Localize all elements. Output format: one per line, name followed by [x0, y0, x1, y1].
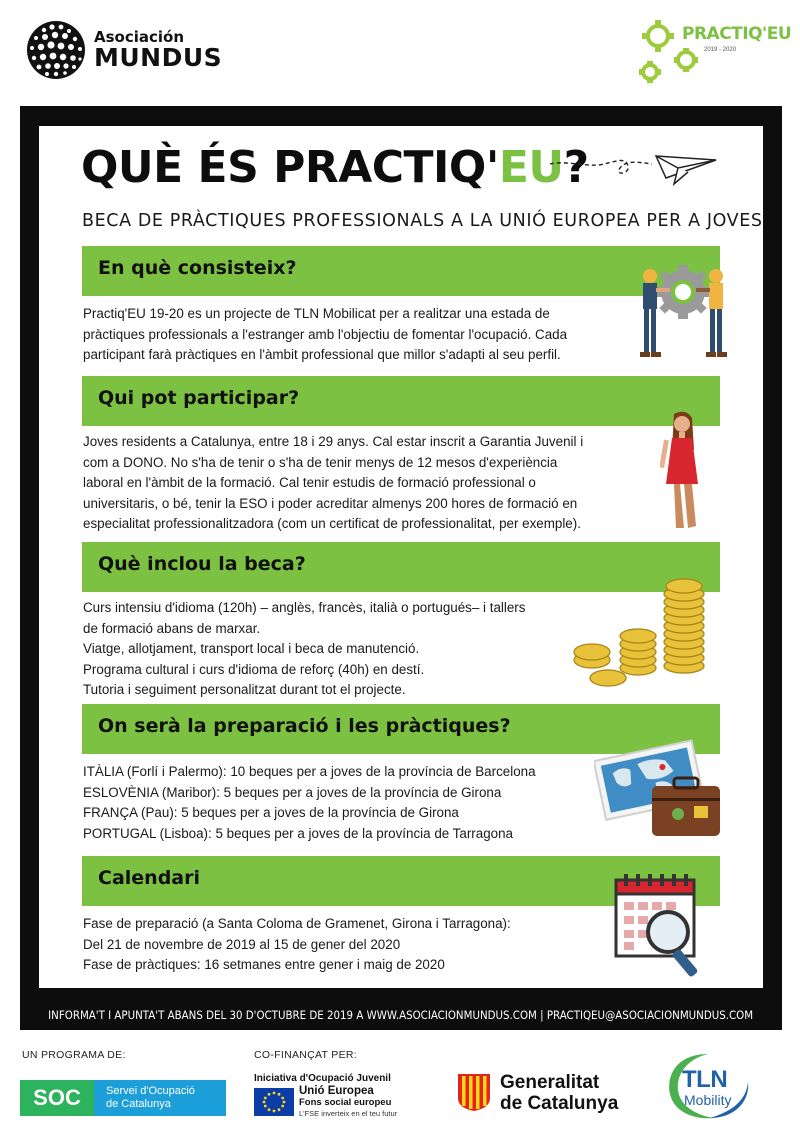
body-line: laboral en l'àmbit de la formació. Cal tenir estudis de formació professional o [83, 475, 536, 490]
section-body-calendari [83, 914, 511, 976]
soc-logo[interactable] [20, 1080, 226, 1116]
workers-with-gear-icon [628, 262, 738, 364]
section-heading: On serà la preparació i les pràctiques? [98, 715, 511, 737]
soc-name-line1: Servei d'Ocupació [106, 1085, 195, 1097]
body-line: ITÀLIA (Forlí i Palermo): 10 beques per a joves de la província de Barcelona [83, 764, 536, 779]
section-body-consisteix [83, 304, 567, 366]
soc-abbr: SOC [20, 1080, 94, 1116]
body-line: Practiq'EU 19-20 es un projecte de TLN Mobilicat per a realitzar una estada de [83, 306, 550, 321]
calendar-magnifier-icon [612, 872, 708, 982]
generalitat-logo[interactable] [456, 1070, 646, 1118]
program-by-label: UN PROGRAMA DE: [22, 1049, 126, 1061]
body-line: com a DONO. No s'ha de tenir o s'ha de tenir menys de 12 mesos d'experiència [83, 454, 558, 470]
body-line: PORTUGAL (Lisboa): 5 beques per a joves de la província de Tarragona [83, 825, 513, 841]
mundus-wordmark-small: Asociación [94, 28, 185, 46]
tln-mobility-logo[interactable] [664, 1050, 754, 1122]
body-line: Viatge, allotjament, transport local i beca de manutenció. [83, 641, 420, 656]
dotted-globe-icon [26, 20, 86, 80]
body-line: ESLOVÈNIA (Maribor): 5 beques per a joves de la província de Girona [83, 784, 502, 800]
body-line: Tutoria i seguiment personalitzat durant tot el projecte. [83, 682, 406, 697]
paper-plane-icon [548, 138, 718, 196]
body-line: Programa cultural i curs d'idioma de reforç (40h) en destí. [83, 661, 425, 677]
eu-text [299, 1086, 397, 1119]
body-line: Joves residents a Catalunya, entre 18 i 29 anys. Cal estar inscrit a Garantia Juvenil i [83, 434, 584, 449]
generalitat-line2: de Catalunya [500, 1093, 619, 1114]
poster-title-part1: QUÈ ÉS PRACTIQ' [81, 142, 499, 193]
body-line: Fase de preparació (a Santa Coloma de Gramenet, Girona i Tarragona): [83, 916, 511, 931]
top-header [0, 0, 800, 100]
body-line: Del 21 de novembre de 2019 al 15 de gener del 2020 [83, 936, 401, 952]
eu-initiative-label: Iniciativa d'Ocupació Juvenil [254, 1073, 391, 1084]
eu-union-label: Unió Europea [299, 1085, 374, 1097]
poster-subtitle: BECA DE PRÀCTIQUES PROFESSIONALS A LA UNIÓ EUROPEA PER A JOVES [82, 211, 763, 231]
tln-mobility-label: Mobility [684, 1092, 732, 1108]
section-header-participar [82, 376, 720, 426]
body-line: FRANÇA (Pau): 5 beques per a joves de la província de Girona [83, 805, 459, 820]
mundus-wordmark-big: MUNDUS [94, 43, 223, 72]
section-heading: Qui pot participar? [98, 387, 300, 409]
body-line: participant farà pràctiques en l'àmbit professional que millor s'adapti al seu perfil. [83, 347, 561, 362]
cofinanced-label: CO-FINANÇAT PER: [254, 1049, 358, 1061]
generalitat-line1: Generalitat [500, 1072, 600, 1093]
eu-flag-icon [254, 1088, 294, 1116]
poster-title [81, 142, 589, 193]
section-body-participar [83, 432, 583, 535]
poster-title-part2: ? [563, 142, 589, 193]
asociacion-mundus-logo[interactable] [26, 20, 222, 80]
generalitat-wordmark [500, 1072, 618, 1114]
section-heading: Què inclou la beca? [98, 553, 306, 575]
soc-name [94, 1080, 226, 1116]
body-line: Curs intensiu d'idioma (120h) – anglès, francès, italià o portugués– i tallers [83, 600, 526, 615]
body-line: de formació abans de marxar. [83, 620, 261, 636]
body-line: universitaris, o bé, tenir la ESO i poder acreditar almenys 200 hores de formació en [83, 495, 578, 511]
young-woman-icon [660, 410, 706, 532]
body-line: Fase de pràctiques: 16 setmanes entre gener i maig de 2020 [83, 957, 445, 972]
eu-tagline: L'FSE inverteix en el teu futur [299, 1109, 398, 1118]
practiqeu-logo-years: 2019 - 2020 [704, 47, 737, 53]
poster-title-accent: EU [498, 142, 564, 193]
section-header-consisteix [82, 246, 720, 296]
footer-cta-text[interactable]: INFORMA'T I APUNTA'T ABANS DEL 30 D'OCTUBRE DE 2019 A WWW.ASOCIACIONMUNDUS.COM | PRACTIQEU@ASOCIACIONMUNDUS.COM [48, 1008, 754, 1022]
footer-cta [20, 1000, 782, 1030]
body-line: pràctiques professionals a l'estranger amb l'objectiu de fomentar l'ocupació. Cada [83, 326, 568, 342]
generalitat-emblem-icon [456, 1072, 492, 1112]
section-heading: En què consisteix? [98, 257, 297, 279]
eu-funding-logo[interactable] [254, 1073, 434, 1121]
practiqeu-logo-title: PRACTIQ'EU [682, 24, 792, 44]
body-line: especialitat professionalitzadora (com un certificat de professionalitat, per exemple). [83, 516, 581, 531]
section-body-beca [83, 598, 525, 701]
mundus-wordmark [94, 30, 222, 70]
practiqeu-logo[interactable] [634, 14, 792, 90]
soc-name-line2: de Catalunya [106, 1098, 171, 1110]
section-heading: Calendari [98, 867, 200, 889]
section-body-preparacio [83, 762, 536, 844]
map-and-suitcase-icon [594, 736, 724, 840]
coin-stacks-icon [568, 574, 714, 694]
eu-fund-label: Fons social europeu [299, 1097, 392, 1108]
tln-wordmark: TLN [682, 1066, 728, 1093]
